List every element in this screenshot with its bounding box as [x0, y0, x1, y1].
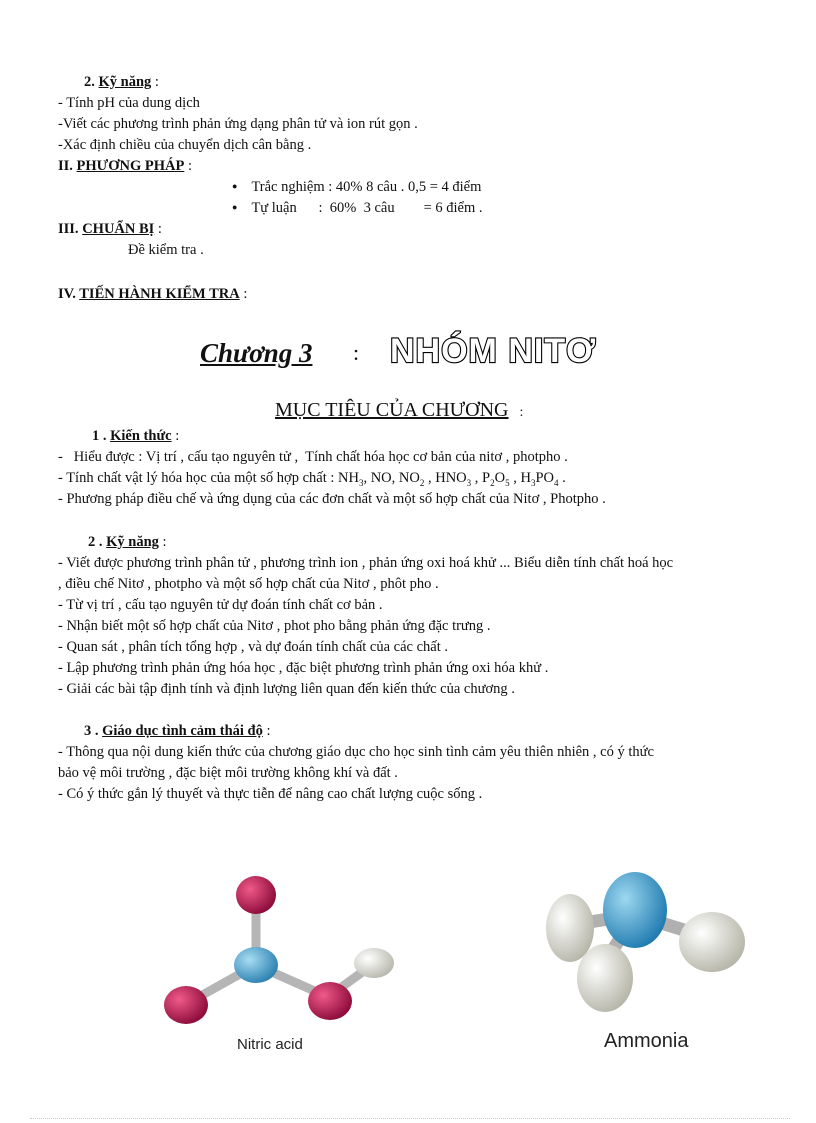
skills-item: -Xác định chiều của chuyển dịch cân bằng . [58, 137, 312, 153]
education-item: - Có ý thức gắn lý thuyết và thực tiễn để nâng cao chất lượng cuộc sống . [58, 786, 483, 802]
prep-heading-title: CHUẨN BỊ [82, 221, 155, 237]
oxygen-atom [236, 876, 276, 914]
education-heading: 3 . Giáo dục tình cảm thái độ : [84, 723, 271, 739]
nitrogen-atom [234, 947, 278, 983]
method-item: ● Tự luận : 60% 3 câu = 6 điểm . [232, 199, 483, 218]
skills2-heading: 2 . Kỹ năng : [88, 534, 167, 550]
chapter-name: NHÓM NITƠ [390, 332, 597, 370]
procedure-heading: IV. TIẾN HÀNH KIỂM TRA : [58, 286, 248, 302]
chapter-number: Chương 3 [200, 338, 313, 368]
skills-item: - Tính pH của dung dịch [58, 95, 200, 111]
page-bottom-rule [30, 1118, 790, 1119]
nitric-acid-molecule-image [150, 865, 410, 1045]
prep-item: Đề kiểm tra . [128, 242, 204, 258]
knowledge-heading-title: Kiến thức [110, 428, 172, 444]
hydrogen-atom [577, 944, 633, 1012]
hydrogen-atom [679, 912, 745, 972]
prep-heading: III. CHUẨN BỊ : [58, 221, 162, 237]
skills2-item: - Lập phương trình phản ứng hóa học , đặc biệt phương trình phản ứng oxi hóa khử . [58, 660, 549, 676]
skills2-item: - Giải các bài tập định tính và định lượng liên quan đến kiến thức của chương . [58, 681, 515, 697]
skills2-item: - Quan sát , phân tích tổng hợp , và dự đoán tính chất của các chất . [58, 639, 448, 655]
knowledge-item-compounds: - Tính chất vật lý hóa học của một số hợp chất : $NH_3$, NO, $NO_2$ , $HNO_3$ , $P_2O_5$ , $H_3PO_4$ . [58, 470, 566, 488]
education-heading-title: Giáo dục tình cảm thái độ [102, 723, 263, 739]
chapter-colon: : [353, 340, 360, 365]
skills2-item: , điều chế Nitơ , photpho và một số hợp chất của Nitơ , phôt pho . [58, 576, 439, 592]
education-item: bảo vệ môi trường , đặc biệt môi trường không khí và đất . [58, 765, 398, 781]
chapter-heading [200, 332, 650, 382]
nitric-acid-caption: Nitric acid [237, 1036, 303, 1053]
hydrogen-atom [354, 948, 394, 978]
ammonia-molecule-image [530, 860, 760, 1020]
oxygen-atom [308, 982, 352, 1020]
knowledge-item: - Phương pháp điều chế và ứng dụng của các đơn chất và một số hợp chất của Nitơ , Photpho . [58, 491, 606, 507]
objectives-title: MỤC TIÊU CỦA CHƯƠNG : [275, 399, 524, 421]
skills2-item: - Viết được phương trình phân tử , phương trình ion , phản ứng oxi hoá khử ... Biểu diễn tính chất hoá học [58, 555, 674, 571]
knowledge-item: - Hiểu được : Vị trí , cấu tạo nguyên tử , Tính chất hóa học cơ bản của nitơ , photpho . [58, 449, 568, 465]
method-item: ● Trắc nghiệm : 40% 8 câu . 0,5 = 4 điểm [232, 178, 481, 197]
skills-heading: 2. Kỹ năng : [84, 74, 159, 90]
method-heading-title: PHƯƠNG PHÁP [76, 158, 185, 174]
procedure-heading-title: TIẾN HÀNH KIỂM TRA [79, 286, 240, 302]
nitrogen-atom [603, 872, 667, 948]
skills-heading-title: Kỹ năng [98, 74, 152, 90]
method-heading: II. PHƯƠNG PHÁP : [58, 158, 192, 174]
education-item: - Thông qua nội dung kiến thức của chương giáo dục cho học sinh tình cảm yêu thiên nhiên , có ý thức [58, 744, 654, 760]
skills2-item: - Từ vị trí , cấu tạo nguyên tử dự đoán tính chất cơ bản . [58, 597, 383, 613]
knowledge-heading: 1 . Kiến thức : [92, 428, 180, 444]
skills-item: -Viết các phương trình phản ứng dạng phân tử và ion rút gọn . [58, 116, 418, 132]
oxygen-atom [164, 986, 208, 1024]
hydrogen-atom [546, 894, 594, 962]
ammonia-caption: Ammonia [604, 1030, 689, 1052]
skills2-item: - Nhận biết một số hợp chất của Nitơ , phot pho bằng phản ứng đặc trưng . [58, 618, 491, 634]
skills2-heading-title: Kỹ năng [106, 534, 159, 550]
